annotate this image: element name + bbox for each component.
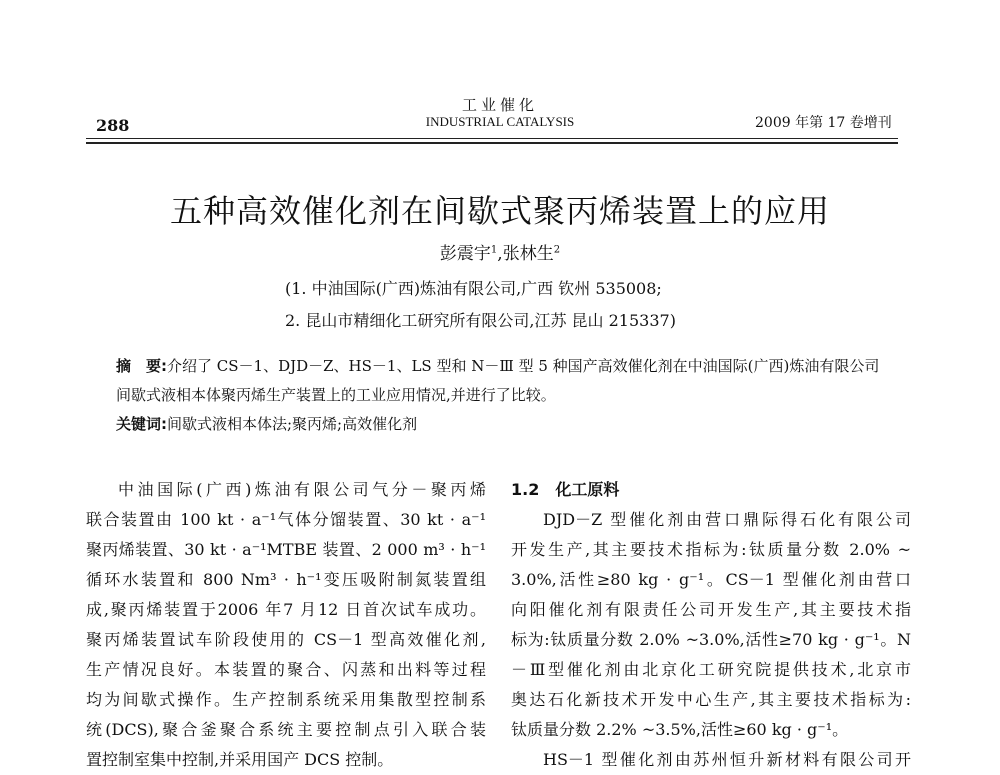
body-line: 循环水装置和 800 Nm³ · h⁻¹变压吸附制氮装置组 — [86, 570, 486, 589]
journal-title-en: INDUSTRIAL CATALYSIS — [425, 114, 575, 129]
body-line: 置控制室集中控制,并采用国产 DCS 控制。 — [86, 750, 394, 769]
body-left-column — [86, 475, 486, 775]
author-2: 张林生 — [502, 244, 554, 264]
body-line: 聚丙烯装置试车阶段使用的 CS－1 型高效催化剂, — [86, 630, 486, 649]
body-line: 均为间歇式操作。生产控制系统采用集散型控制系 — [86, 690, 486, 709]
body-line: 生产情况良好。本装置的聚合、闪蒸和出料等过程 — [86, 660, 486, 679]
abstract-text: 介绍了 CS－1、DJD－Z、HS－1、LS 型和 N－Ⅲ 型 5 种国产高效催化剂在中油国际(广西)炼油有限公司间歇式液相本体聚丙烯生产装置上的工业应用情况,并进行了比较。 — [116, 357, 880, 404]
author-separator: , — [497, 244, 503, 264]
keywords-label: 关键词: — [116, 415, 167, 433]
body-line: 奥达石化新技术开发中心生产,其主要技术指标为: — [511, 690, 911, 709]
keywords-text: 间歇式液相本体法;聚丙烯;高效催化剂 — [167, 415, 418, 433]
body-line: 中油国际(广西)炼油有限公司气分－聚丙烯 — [118, 480, 486, 499]
body-line: 聚丙烯装置、30 kt · a⁻¹MTBE 装置、2 000 m³ · h⁻¹ — [86, 540, 486, 559]
body-line: 向阳催化剂有限责任公司开发生产,其主要技术指 — [511, 600, 911, 619]
article-title: 五种高效催化剂在间歇式聚丙烯装置上的应用 — [169, 192, 830, 230]
body-line: 钛质量分数 2.2% ~3.5%,活性≥60 kg · g⁻¹。 — [511, 720, 849, 739]
body-line: 标为:钛质量分数 2.0% ~3.0%,活性≥70 kg · g⁻¹。N — [511, 630, 911, 649]
abstract-block — [116, 352, 886, 439]
body-line: 统(DCS),聚合釜聚合系统主要控制点引入联合装 — [86, 720, 486, 739]
issue-info: 2009 年第 17 卷增刊 — [755, 115, 892, 131]
page-number: 288 — [96, 116, 130, 135]
body-line: 3.0%,活性≥80 kg · g⁻¹。CS－1 型催化剂由营口 — [511, 570, 911, 589]
affiliation-2: 2. 昆山市精细化工研究所有限公司,江苏 昆山 215337) — [285, 311, 676, 330]
abstract-label: 摘 要: — [116, 357, 167, 375]
body-line: HS－1 型催化剂由苏州恒升新材料有限公司开 — [543, 750, 911, 769]
header-rule-thin — [86, 138, 898, 139]
section-heading: 1.2 化工原料 — [511, 480, 620, 499]
author-1-mark: 1 — [490, 244, 498, 256]
body-line: 成,聚丙烯装置于2006 年7 月12 日首次试车成功。 — [86, 600, 486, 619]
keywords — [116, 410, 886, 439]
body-line: －Ⅲ型催化剂由北京化工研究院提供技术,北京市 — [511, 660, 911, 679]
header-rule-thick — [86, 142, 898, 144]
body-line: 开发生产,其主要技术指标为:钛质量分数 2.0% ~ — [511, 540, 911, 559]
author-2-mark: 2 — [553, 244, 561, 256]
body-line: DJD－Z 型催化剂由营口鼎际得石化有限公司 — [543, 510, 911, 529]
author-1: 彭震宇 — [439, 244, 491, 264]
affiliation-1: (1. 中油国际(广西)炼油有限公司,广西 钦州 535008; — [285, 279, 662, 298]
body-line: 联合装置由 100 kt · a⁻¹气体分馏装置、30 kt · a⁻¹ — [86, 510, 486, 529]
author-line — [0, 239, 1000, 264]
body-right-column — [511, 475, 911, 775]
journal-title-cn: 工业催化 — [461, 96, 538, 114]
abstract — [116, 352, 886, 410]
